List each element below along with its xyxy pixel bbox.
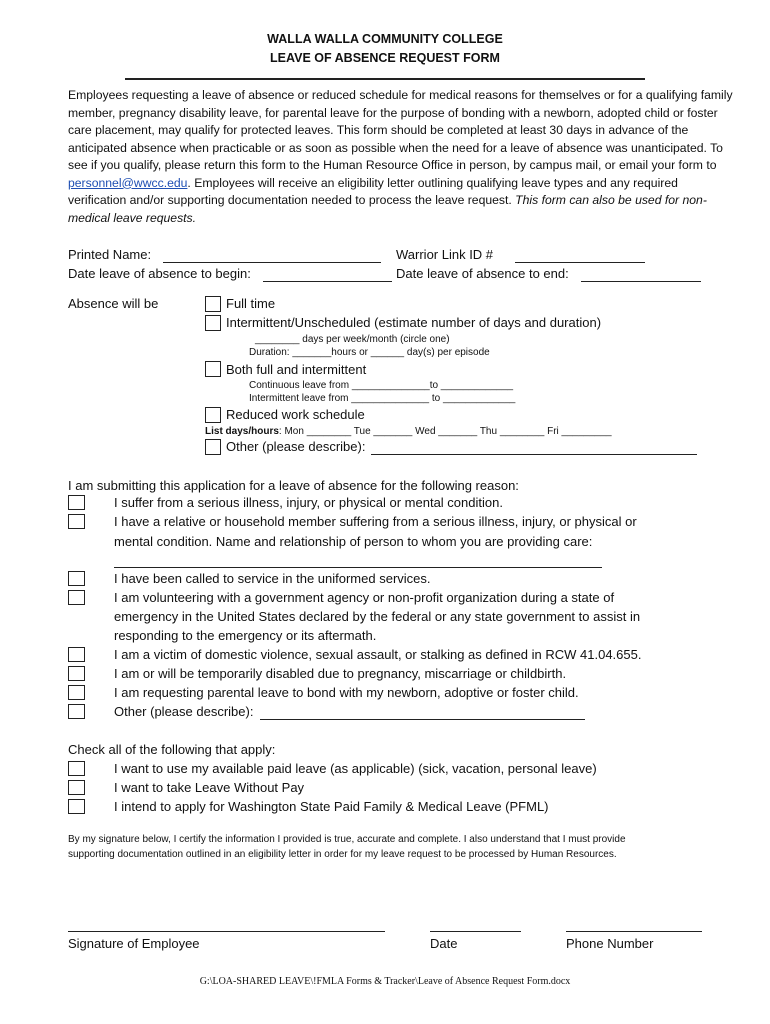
paid-leave-label: I want to use my available paid leave (as applicable) (sick, vacation, personal leave) <box>114 761 597 776</box>
continuous-line: Continuous leave from ______________to _____________ <box>249 380 514 391</box>
reason-4-label: I am volunteering with a government agency or non-profit organization during a state of <box>114 590 615 605</box>
reason-1-label: I suffer from a serious illness, injury, or physical or mental condition. <box>114 495 503 510</box>
reason-4-label-cont2: responding to the emergency or its aftermath. <box>114 628 377 643</box>
list-days-line <box>205 425 612 438</box>
signature-field[interactable] <box>68 931 385 932</box>
warrior-id-field[interactable] <box>515 262 645 263</box>
intro-text-3: This form can also be used for non-medical leave requests. <box>68 193 707 225</box>
intro-text-1: Employees requesting a leave of absence or reduced schedule for medical reasons for themselves or for a qualifying family member, pregnancy disability leave, for parental leave for the purpose of bonding with a newborn, adopted child or foster care placement, may qualify for protected leaves. This form should be completed at least 30 days in advance of the anticipated absence when practicable or as soon as possible when the need for a leave of absence was unanticipated. To see if you qualify, please return this form to the Human Resource Office in person, by campus mail, or email your form to <box>68 88 733 172</box>
full-time-checkbox[interactable] <box>205 296 221 312</box>
reason-6-checkbox[interactable] <box>68 666 85 681</box>
reason-2-label-cont: mental condition. Name and relationship of person to whom you are providing care: <box>114 534 593 549</box>
reason-2-label: I have a relative or household member suffering from a serious illness, injury, or physical or <box>114 514 637 529</box>
paid-leave-checkbox[interactable] <box>68 761 85 776</box>
phone-label: Phone Number <box>566 936 654 951</box>
other-reason-field[interactable] <box>260 719 585 720</box>
absence-label: Absence will be <box>68 296 159 311</box>
reason-1-checkbox[interactable] <box>68 495 85 510</box>
pfml-label: I intend to apply for Washington State Paid Family & Medical Leave (PFML) <box>114 799 549 814</box>
date-label: Date <box>430 936 458 951</box>
both-checkbox[interactable] <box>205 361 221 377</box>
days-per-line: ________ days per week/month (circle one) <box>255 334 450 345</box>
list-days-text: : Mon ________ Tue _______ Wed _______ Thu ________ Fri _________ <box>278 426 612 437</box>
lwop-label: I want to take Leave Without Pay <box>114 780 305 795</box>
reason-7-checkbox[interactable] <box>68 685 85 700</box>
reason-5-checkbox[interactable] <box>68 647 85 662</box>
file-path-footer: G:\LOA-SHARED LEAVE\!FMLA Forms & Tracker\Leave of Absence Request Form.docx <box>199 976 571 987</box>
reason-8-checkbox[interactable] <box>68 704 85 719</box>
reason-6-label: I am or will be temporarily disabled due to pregnancy, miscarriage or childbirth. <box>114 666 567 681</box>
other-absence-label: Other (please describe): <box>226 439 366 454</box>
date-field[interactable] <box>430 931 521 932</box>
other-absence-checkbox[interactable] <box>205 439 221 455</box>
header-divider <box>125 78 645 80</box>
certification-line-2: supporting documentation outlined in an eligibility letter in order for my leave request to be processed by Human Resources. <box>68 849 617 860</box>
both-label: Both full and intermittent <box>226 362 367 377</box>
reason-5-label: I am a victim of domestic violence, sexual assault, or stalking as defined in RCW 41.04.655. <box>114 647 642 662</box>
printed-name-label: Printed Name: <box>68 247 152 262</box>
date-end-label: Date leave of absence to end: <box>396 266 569 281</box>
intermittent-checkbox[interactable] <box>205 315 221 331</box>
lwop-checkbox[interactable] <box>68 780 85 795</box>
intro-paragraph <box>68 87 736 227</box>
other-absence-field[interactable] <box>371 454 697 455</box>
date-begin-field[interactable] <box>263 281 392 282</box>
signature-label: Signature of Employee <box>68 936 200 951</box>
duration-line: Duration: _______hours or ______ day(s) per episode <box>249 347 490 358</box>
reduced-schedule-checkbox[interactable] <box>205 407 221 423</box>
reason-4-label-cont1: emergency in the United States declared by the federal or any state government to assist in <box>114 609 641 624</box>
intro-text-2: . Employees will receive an eligibility letter outlining qualifying leave types and any required verification and/or supporting documentation needed to process the leave request. <box>68 175 678 207</box>
warrior-id-label: Warrior Link ID # <box>396 247 494 262</box>
full-time-label: Full time <box>226 296 276 311</box>
personnel-email-link[interactable]: personnel@wwcc.edu <box>68 175 188 190</box>
reason-4-checkbox[interactable] <box>68 590 85 605</box>
phone-field[interactable] <box>566 931 702 932</box>
date-end-field[interactable] <box>581 281 701 282</box>
reason-8-label: Other (please describe): <box>114 704 254 719</box>
reason-7-label: I am requesting parental leave to bond with my newborn, adoptive or foster child. <box>114 685 579 700</box>
pfml-checkbox[interactable] <box>68 799 85 814</box>
reduced-schedule-label: Reduced work schedule <box>226 407 365 422</box>
list-days-label: List days/hours <box>205 426 279 437</box>
certification-line-1: By my signature below, I certify the information I provided is true, accurate and complete. I also understand that I must provide <box>68 834 626 845</box>
applies-heading: Check all of the following that apply: <box>68 742 276 757</box>
reason-3-checkbox[interactable] <box>68 571 85 586</box>
intermittent-from-line: Intermittent leave from ______________ to _____________ <box>249 393 516 404</box>
reason-3-label: I have been called to service in the uniformed services. <box>114 571 431 586</box>
printed-name-field[interactable] <box>163 262 381 263</box>
form-title: LEAVE OF ABSENCE REQUEST FORM <box>270 51 500 65</box>
date-begin-label: Date leave of absence to begin: <box>68 266 251 281</box>
college-name: WALLA WALLA COMMUNITY COLLEGE <box>267 32 503 46</box>
reasons-heading: I am submitting this application for a leave of absence for the following reason: <box>68 478 519 493</box>
intermittent-label: Intermittent/Unscheduled (estimate number of days and duration) <box>226 315 602 330</box>
certification-text <box>68 832 748 862</box>
caregiver-name-field[interactable] <box>114 567 602 568</box>
reason-2-checkbox[interactable] <box>68 514 85 529</box>
